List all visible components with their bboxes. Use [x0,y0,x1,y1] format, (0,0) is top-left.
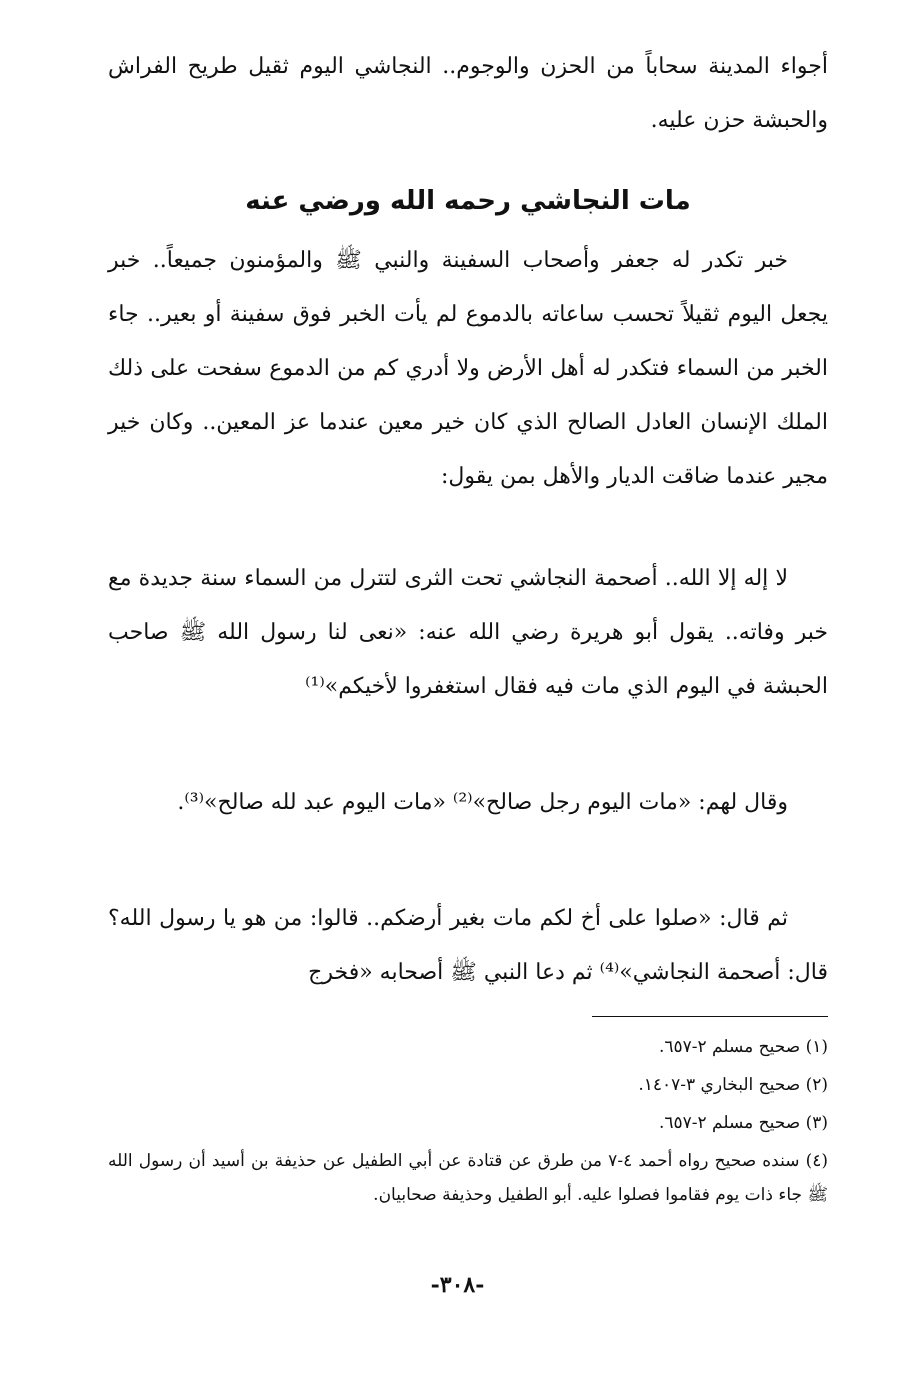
page-number: -٣٠٨- [430,1272,485,1298]
section-heading: مات النجاشي رحمه الله ورضي عنه [245,186,691,216]
footnote-2: (٢) صحيح البخاري ٣-١٤٠٧. [638,1075,828,1095]
body-paragraph-3: وقال لهم: «مات اليوم رجل صالح»⁽²⁾ «مات اليوم عبد لله صالح»⁽³⁾. [177,790,788,815]
body-paragraph-1: خبر تكدر له جعفر وأصحاب السفينة والنبي ﷺ والمؤمنون جميعاً.. خبر يجعل اليوم ثقيلاً تحسب ساعاته بالدموع لم يأت الخبر فوق سفينة أو بعير.. جاء الخبر من السماء فتكدر له أهل الأرض ولا أدري كم من الدموع سفحت على ذلك الملك الإنسان العادل الصالح الذي كان خير معين عندما عز المعين.. وكان خير مجير عندما ضاقت الديار والأهل بمن يقول: [108,248,828,489]
footnote-4: (٤) سنده صحيح رواه أحمد ٤-٧ من طرق عن قتادة عن أبي الطفيل عن حذيفة بن أسيد أن رسول الله ﷺ جاء ذات يوم فقاموا فصلوا عليه. أبو الطفيل وحذيفة صحابيان. [108,1151,828,1205]
body-paragraph-2: لا إله إلا الله.. أصحمة النجاشي تحت الثرى لتترل من السماء سنة جديدة مع خبر وفاته.. يقول أبو هريرة رضي الله عنه: «نعى لنا رسول الله ﷺ صاحب الحبشة في اليوم الذي مات فيه فقال استغفروا لأخيكم»⁽¹⁾ [108,566,828,699]
opening-paragraph: أجواء المدينة سحاباً من الحزن والوجوم.. النجاشي اليوم ثقيل طريح الفراش والحبشة حزن عليه. [108,54,828,133]
footnote-separator [592,1016,828,1017]
body-paragraph-4: ثم قال: «صلوا على أخ لكم مات بغير أرضكم.. قالوا: من هو يا رسول الله؟ قال: أصحمة النجاشي»⁽⁴⁾ ثم دعا النبي ﷺ أصحابه «فخرج [108,906,828,985]
footnote-3: (٣) صحيح مسلم ٢-٦٥٧. [658,1113,828,1133]
footnote-1: (١) صحيح مسلم ٢-٦٥٧. [658,1037,828,1057]
